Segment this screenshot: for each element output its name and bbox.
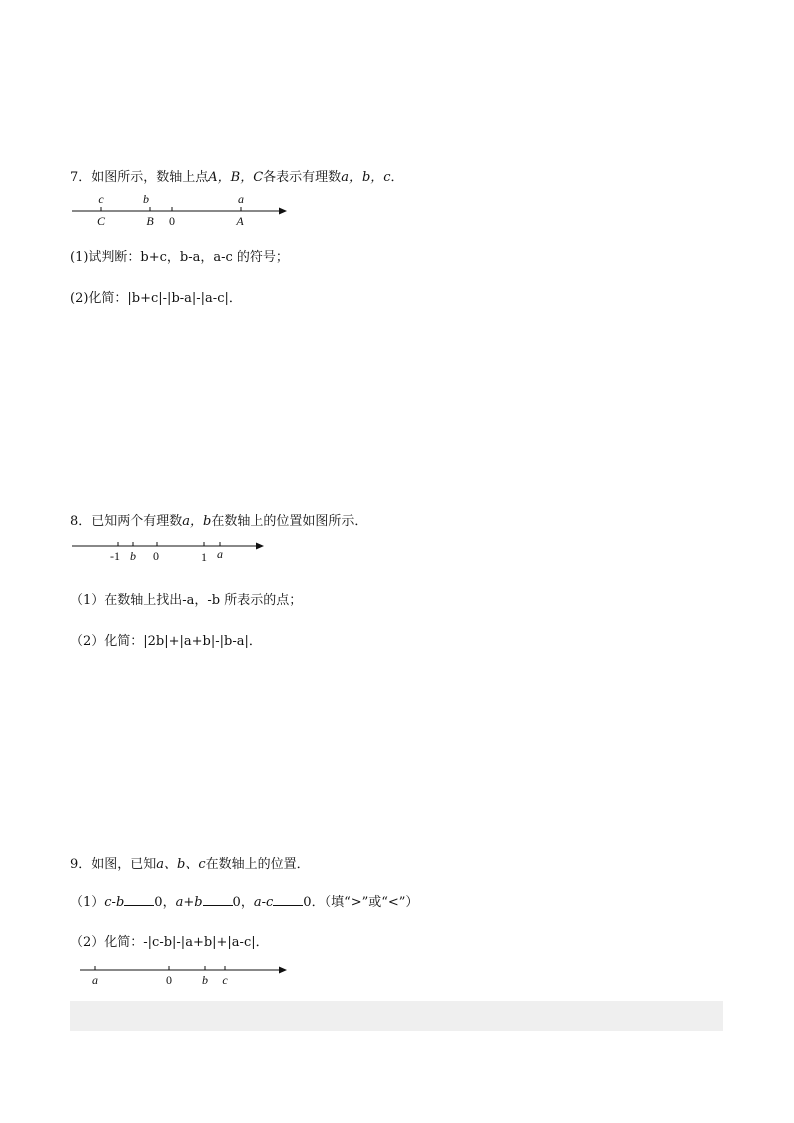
q7-label-A: A <box>236 214 244 228</box>
q7-label-b: b <box>143 192 149 206</box>
q8-part1: （1）在数轴上找出-a，-b 所表示的点； <box>70 593 303 608</box>
q7-label-a: a <box>238 192 244 206</box>
q9-label-0: 0 <box>166 973 172 987</box>
q9-part1 <box>70 891 418 910</box>
footer-grey-bar <box>70 1001 723 1031</box>
q9-zero-1: 0 <box>154 895 163 910</box>
q9-part1-end: ．（填“>”或“<”） <box>311 895 419 910</box>
q8-stem <box>70 510 367 529</box>
q7-part1: (1)试判断：b+c，b-a，a-c 的符号； <box>70 250 289 265</box>
q9-sep-2: ， <box>240 895 254 910</box>
q9-sep-1: ， <box>162 895 176 910</box>
q8-axis-arrow <box>256 543 264 550</box>
q9-stem-vars: a、b、c <box>156 857 206 872</box>
q8-label-a: a <box>217 547 223 561</box>
q7-label-C: C <box>96 214 106 228</box>
q9-zero-2: 0 <box>232 895 241 910</box>
q9-expr-a-minus-c: a-c <box>253 895 274 910</box>
q7-label-0: 0 <box>169 214 175 228</box>
q8-stem-vars: a，b <box>182 514 212 529</box>
q9-blank-1[interactable] <box>124 894 154 906</box>
q8-label-1: 1 <box>201 550 207 564</box>
q7-stem-end: ． <box>390 170 404 185</box>
q7-stem-points: A，B，C <box>208 170 264 185</box>
q7-stem-mid: 各表示有理数 <box>263 170 342 185</box>
q9-stem-prefix: 9．如图，已知 <box>70 857 157 872</box>
q7-part2: (2)化简：|b+c|-|b-a|-|a-c|． <box>70 291 242 306</box>
q7-label-B: B <box>146 214 154 228</box>
q9-expr-c-minus-b: c-b <box>104 895 125 910</box>
q9-expr-a-plus-b: a+b <box>175 895 203 910</box>
q7-stem-vars: a，b，c <box>341 170 391 185</box>
q7-label-c: c <box>98 192 104 206</box>
q9-axis-arrow <box>279 967 287 974</box>
q8-label-neg1: -1 <box>110 549 120 563</box>
q9-part2: （2）化简：-|c-b|-|a+b|+|a-c|． <box>70 935 269 950</box>
q9-part1-prefix: （1） <box>70 895 105 910</box>
q9-zero-3: 0 <box>303 895 312 910</box>
q9-label-a: a <box>92 973 98 987</box>
q9-stem-end: 在数轴上的位置． <box>205 857 310 872</box>
q9-blank-2[interactable] <box>203 894 233 906</box>
q9-label-b: b <box>202 973 208 987</box>
q8-label-b: b <box>130 549 136 563</box>
q8-stem-end: 在数轴上的位置如图所示． <box>211 514 368 529</box>
q8-part2: （2）化简：|2b|+|a+b|-|b-a|． <box>70 634 262 649</box>
q7-stem-prefix: 7．如图所示，数轴上点 <box>70 170 209 185</box>
q9-stem <box>70 853 310 872</box>
q8-label-0: 0 <box>153 549 159 563</box>
q9-blank-3[interactable] <box>273 894 303 906</box>
q7-axis-arrow <box>279 208 287 215</box>
q8-stem-prefix: 8．已知两个有理数 <box>70 514 183 529</box>
q9-label-c: c <box>222 973 228 987</box>
